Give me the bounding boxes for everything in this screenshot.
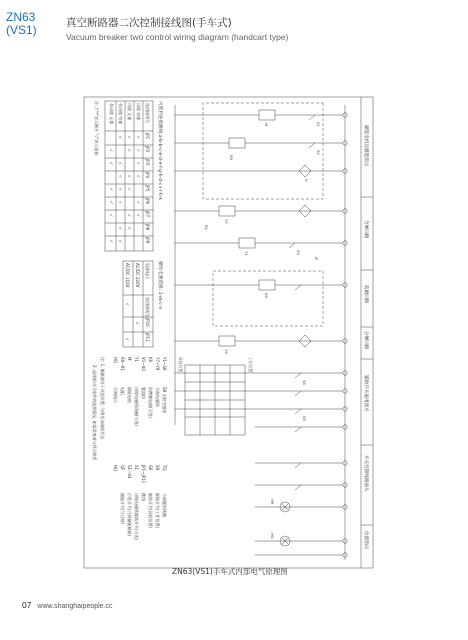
svg-text:Y1~S8: Y1~S8 (162, 357, 167, 371)
label-s9: S9 (302, 416, 307, 421)
coil-antipump (259, 280, 275, 290)
svg-text:√: √ (127, 175, 132, 178)
label-r0: R0 (229, 155, 234, 161)
svg-text:M: M (127, 357, 132, 361)
page-title: 真空断路器二次控制接线图(手车式) (66, 17, 232, 29)
svg-text:AC/DC 110V: AC/DC 110V (125, 263, 130, 288)
svg-text:R0~R1: R0~R1 (120, 357, 125, 371)
voltage-table-row-2 (125, 263, 130, 341)
svg-text:JP11: JP11 (145, 333, 150, 342)
svg-text:√: √ (118, 188, 123, 191)
coil-symbols (219, 110, 275, 346)
note-2: 2. 虚线框内可选件的连接情况, 如需改变请与我司联系 (92, 365, 97, 461)
svg-text:√: √ (136, 175, 141, 178)
coil-opening (219, 336, 235, 346)
svg-text:√: √ (118, 175, 123, 178)
svg-text:√: √ (118, 136, 123, 139)
voltage-table-headers (145, 263, 151, 342)
svg-text:V1~V4: V1~V4 (141, 357, 146, 371)
optional-box-mid (213, 271, 323, 326)
header-anti-pumping: 防跳回路 (363, 285, 368, 304)
svg-text:√: √ (136, 162, 141, 165)
svg-text:跳线: 跳线 (141, 493, 146, 501)
svg-text:防跳继电器(可选): 防跳继电器(可选) (148, 387, 153, 419)
note-1: 注: 1. 断路器处于试验位置, 分闸及未储能状态 (100, 357, 105, 440)
svg-text:有闭锁 有锁: 有闭锁 有锁 (118, 103, 123, 125)
svg-text:有闭锁 无锁: 有闭锁 无锁 (109, 103, 114, 125)
label-v: V (304, 179, 309, 182)
svg-text:选用接线号: 选用接线号 (145, 297, 150, 317)
svg-text:K0: K0 (148, 357, 153, 363)
label-hr: HR (270, 499, 275, 505)
header-position-indication: 位置指示 (363, 531, 368, 550)
svg-text:储能开关(分合闸): 储能开关(分合闸) (120, 493, 125, 525)
label-s1: S1 (316, 122, 321, 127)
svg-text:√: √ (118, 240, 123, 243)
svg-text:JP9: JP9 (145, 237, 150, 244)
svg-text:储能电机: 储能电机 (127, 387, 132, 403)
label-motor: M (264, 123, 269, 127)
header-opening: 分闸回路 (363, 331, 368, 350)
wiring-diagram-svg (82, 95, 375, 570)
jumper-table-note: 注: /:"*"表示断开 "√"表示连接 (94, 101, 99, 156)
svg-text:QF: QF (120, 465, 125, 471)
label-y9: Y9 (224, 349, 229, 354)
label-s8: S8 (302, 380, 307, 385)
svg-text:整流桥: 整流桥 (141, 387, 146, 399)
svg-text:√: √ (127, 149, 132, 152)
label-work-position: 工作位置 (248, 357, 253, 373)
svg-text:闭锁 有锁: 闭锁 有锁 (136, 103, 141, 121)
svg-text:辅助开关(试验位置): 辅助开关(试验位置) (148, 493, 153, 529)
svg-text:√: √ (136, 201, 141, 204)
svg-text:√: √ (109, 188, 114, 191)
svg-text:JP1: JP1 (145, 133, 150, 140)
label-r1: R1 (204, 225, 209, 231)
svg-text:√: √ (127, 214, 132, 217)
svg-text:√: √ (127, 227, 132, 230)
svg-text:JP10: JP10 (145, 318, 150, 327)
svg-text:电源电压: 电源电压 (145, 263, 150, 279)
voltage-table-row-1 (135, 263, 140, 325)
jumper-table-row-2 (127, 103, 133, 230)
svg-text:Y7~Y9: Y7~Y9 (155, 357, 160, 371)
footer (22, 600, 113, 610)
svg-text:HQ: HQ (113, 465, 118, 472)
coil-motor (259, 110, 275, 120)
header-aux-contacts: 辅助开关备用接点 (363, 375, 368, 412)
svg-text:√: √ (109, 201, 114, 204)
header-closing: 合闸回路 (363, 220, 368, 239)
label-hg: HG (270, 533, 275, 539)
header-left-section: 储能电机及储能指示 (363, 125, 368, 167)
svg-text:S8 式航空插座: S8 式航空插座 (162, 387, 167, 414)
svg-text:JP1~JP11: JP1~JP11 (141, 465, 146, 484)
label-s3: S3 (296, 250, 301, 255)
svg-text:辅助开关(工作位置): 辅助开关(工作位置) (155, 493, 160, 529)
jumper-table-row-4 (109, 103, 115, 243)
svg-text:√: √ (109, 149, 114, 152)
svg-text:TQ: TQ (162, 465, 167, 471)
svg-text:√: √ (136, 149, 141, 152)
label-y1: Y1 (244, 251, 249, 256)
voltage-note: 操作电源选择: 1-m-c-n (157, 261, 162, 310)
coil-closing (219, 206, 235, 216)
svg-text:HQ: HQ (113, 357, 118, 364)
svg-text:JP5: JP5 (145, 185, 150, 192)
svg-text:JP3: JP3 (145, 159, 150, 166)
svg-text:√: √ (118, 162, 123, 165)
header-plug-contacts: 开关控制线路插头 (363, 455, 368, 492)
svg-text:电阻: 电阻 (120, 387, 125, 395)
label-s2: S2 (316, 150, 321, 155)
branch-lines (175, 115, 343, 555)
svg-text:√: √ (109, 214, 114, 217)
svg-text:行程开关(合闸储能辅助): 行程开关(合闸储能辅助) (127, 493, 132, 537)
page-number: 07 (22, 600, 32, 610)
jumper-table-row-1 (136, 103, 142, 217)
svg-text:分闸电磁铁: 分闸电磁铁 (155, 387, 160, 407)
svg-text:JP2: JP2 (145, 146, 150, 153)
svg-text:Y1: Y1 (134, 357, 139, 362)
svg-text:S8: S8 (148, 465, 153, 471)
svg-text:闭锁电磁铁线圈(可选): 闭锁电磁铁线圈(可选) (134, 387, 139, 427)
label-k0: K0 (264, 293, 269, 298)
svg-text:√: √ (118, 201, 123, 204)
svg-text:√: √ (109, 240, 114, 243)
svg-text:JP8: JP8 (145, 224, 150, 231)
diagram-caption: ZN63(VS1)手车式内部电气原理图 (172, 567, 288, 576)
website-link[interactable]: www.shanghaipeople.cc (37, 603, 113, 610)
jumper-table-headers (145, 103, 151, 244)
svg-text:√: √ (136, 136, 141, 139)
svg-text:选用接线号: 选用接线号 (145, 103, 150, 123)
svg-text:√: √ (127, 188, 132, 191)
svg-text:JP4: JP4 (145, 172, 150, 179)
label-y7: Y7 (224, 219, 229, 224)
plug-terminal-block (185, 365, 245, 435)
label-jp: JP (314, 257, 319, 261)
svg-text:AC/DC 220V: AC/DC 220V (135, 263, 140, 288)
svg-text:JP7: JP7 (145, 211, 150, 218)
svg-text:√: √ (125, 338, 130, 341)
svg-text:S1~S4: S1~S4 (127, 465, 132, 479)
svg-text:闭锁电磁铁辅助开关(可选): 闭锁电磁铁辅助开关(可选) (134, 493, 139, 541)
label-test-position: 试验位置 (178, 357, 183, 373)
jumper-table-row-3 (118, 103, 124, 243)
product-code-line2: (VS1) (6, 23, 37, 37)
wiring-diagram (82, 95, 375, 570)
svg-text:√: √ (118, 227, 123, 230)
legend-list (113, 356, 168, 541)
svg-text:合闸指示: 合闸指示 (113, 387, 118, 403)
svg-text:√: √ (127, 136, 132, 139)
indicator-lamps (280, 502, 290, 546)
svg-text:√: √ (135, 322, 140, 325)
product-code-line1: ZN63 (6, 10, 36, 24)
svg-text:√: √ (109, 162, 114, 165)
rectifier-bridges (299, 165, 311, 347)
svg-text:S1: S1 (134, 465, 139, 471)
page-subtitle: Vacuum breaker two control wiring diagram (handcart type) (66, 32, 289, 42)
svg-text:S9: S9 (155, 465, 160, 471)
product-code (6, 11, 37, 37)
svg-text:√: √ (136, 214, 141, 217)
svg-text:√: √ (125, 303, 130, 306)
svg-text:闭锁 无锁: 闭锁 无锁 (127, 103, 132, 121)
svg-text:JP6: JP6 (145, 198, 150, 205)
note-selection: 可选件连接跳线:a-b-b-c-e-d-e-f-g-h-d-c-i-l-h-k (157, 101, 162, 201)
svg-text:分闸脱扣线圈: 分闸脱扣线圈 (162, 493, 167, 517)
